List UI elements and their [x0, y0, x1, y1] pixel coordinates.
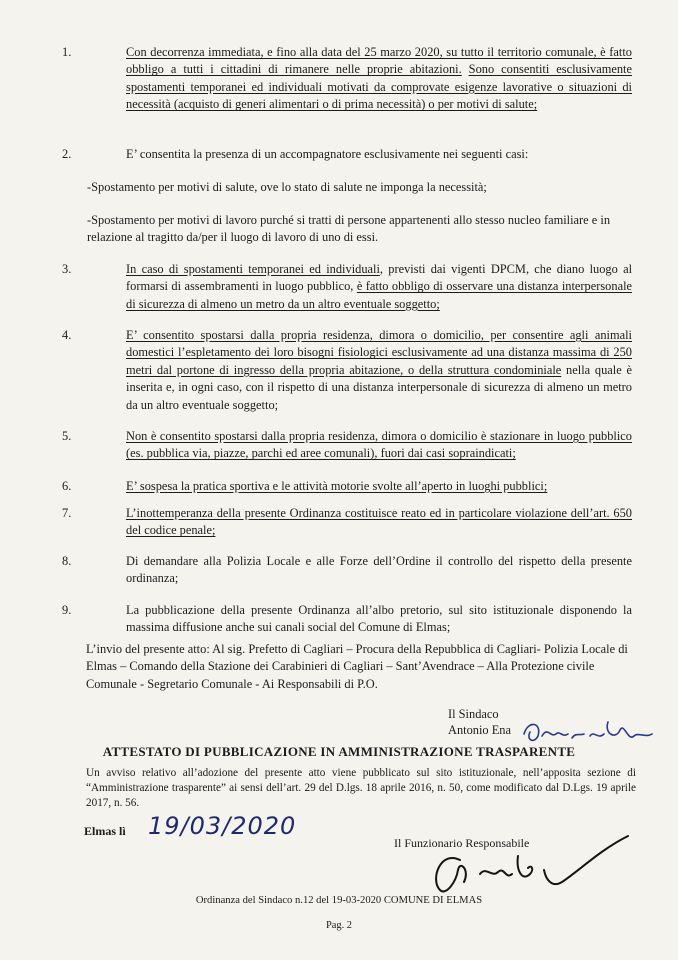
item-text: E’ consentita la presenza di un accompagnatore esclusivamente nei seguenti casi:	[126, 147, 529, 161]
item-text: In caso di spostamenti temporanei ed individuali, previsti dai vigenti DPCM, che diano luogo al formarsi di assembramenti in luogo pubblico, è fatto obbligo di osservare una distanza interpersonale di sicurezza di almeno un metro da un altro eventuale soggetto;	[126, 262, 633, 311]
item-number: 4.	[62, 328, 72, 342]
item-number: 2.	[62, 147, 72, 161]
place-label: Elmas lì	[84, 824, 126, 838]
handwritten-date: 19/03/2020	[148, 812, 297, 840]
item-text: Non è consentito spostarsi dalla propria residenza, dimora o domicilio è stazionare in luogo pubblico (es. pubblica via, piazze, parchi ed aree comunali), fuori dai casi sopraindicati;	[126, 429, 632, 461]
page-number: Pag. 2	[326, 920, 352, 931]
item-number: 6.	[62, 479, 72, 493]
attestation-text: Un avviso relativo all’adozione del presente atto viene pubblicato sul sito istituzionale, nell’apposita sezione di “Amministrazione trasparente” ai sensi dell’art. 29 del D.lgs. 18 aprile 2016, n. 50, come modificato dal D.Lgs. 19 aprile 2017, n. 56.	[86, 767, 636, 809]
official-signature	[400, 830, 650, 900]
item-text: Di demandare alla Polizia Locale e alle Forze dell’Ordine il controllo del rispetto della presente ordinanza;	[126, 554, 632, 586]
item-number: 1.	[62, 45, 72, 59]
item-text: Con decorrenza immediata, e fino alla data del 25 marzo 2020, su tutto il territorio comunale, è fatto obbligo a tutti i cittadini di rimanere nelle proprie abitazioni. Sono consentiti esclusivamente spostamenti temporanei ed individuali motivati da comprovate esigenze lavorative o situazioni di necessità (acquisto di generi alimentari o di prima necessità) o per motivi di salute;	[126, 45, 632, 112]
item-number: 8.	[62, 554, 72, 568]
attestation-title: ATTESTATO DI PUBBLICAZIONE IN AMMINISTRAZIONE TRASPARENTE	[102, 744, 576, 759]
item-number: 3.	[62, 262, 72, 276]
mayor-role: Il Sindaco	[448, 707, 499, 721]
item-number: 5.	[62, 429, 72, 443]
item-number: 7.	[62, 506, 72, 520]
item-text: E’ consentito spostarsi dalla propria residenza, dimora o domicilio, per consentire agli animali domestici l’espletamento dei loro bisogni fisiologici esclusivamente ad una distanza massima di 250 metri dal portone di ingresso della propria abitazione, o della struttura condominiale nella quale è inserita e, in ogni caso, con il rispetto di una distanza interpersonale di sicurezza di almeno un metro da un altro eventuale soggetto;	[126, 328, 632, 412]
sub-item-2: -Spostamento per motivi di lavoro purché si tratti di persone appartenenti allo stesso nucleo familiare e in relazione al tragitto da/per il luogo di lavoro di uno di essi.	[87, 213, 611, 245]
item-text: La pubblicazione della presente Ordinanza all’albo pretorio, sul sito istituzionale disponendo la massima diffusione anche sui canali social del Comune di Elmas;	[126, 603, 632, 635]
official-role: Il Funzionario Responsabile	[394, 836, 530, 850]
mayor-name: Antonio Ena	[448, 723, 511, 737]
item-text: L’inottemperanza della presente Ordinanza costituisce reato ed in particolare violazione dell’art. 650 del codice penale;	[126, 506, 632, 538]
recipients-paragraph: L’invio del presente atto: Al sig. Prefetto di Cagliari – Procura della Repubblica di Cagliari- Polizia Locale di Elmas – Comando della Stazione dei Carabinieri di Cagliari – Sant’Avendrace – Alla Protezione civile Comunale - Segretario Comunale - Ai Responsabili di P.O.	[86, 642, 628, 691]
sub-item-1: -Spostamento per motivi di salute, ove lo stato di salute ne imponga la necessità;	[87, 180, 487, 194]
footer-reference: Ordinanza del Sindaco n.12 del 19-03-2020 COMUNE DI ELMAS	[195, 895, 483, 906]
item-number: 9.	[62, 603, 72, 617]
item-text: E’ sospesa la pratica sportiva e le attività motorie svolte all’aperto in luoghi pubblici;	[126, 479, 548, 493]
